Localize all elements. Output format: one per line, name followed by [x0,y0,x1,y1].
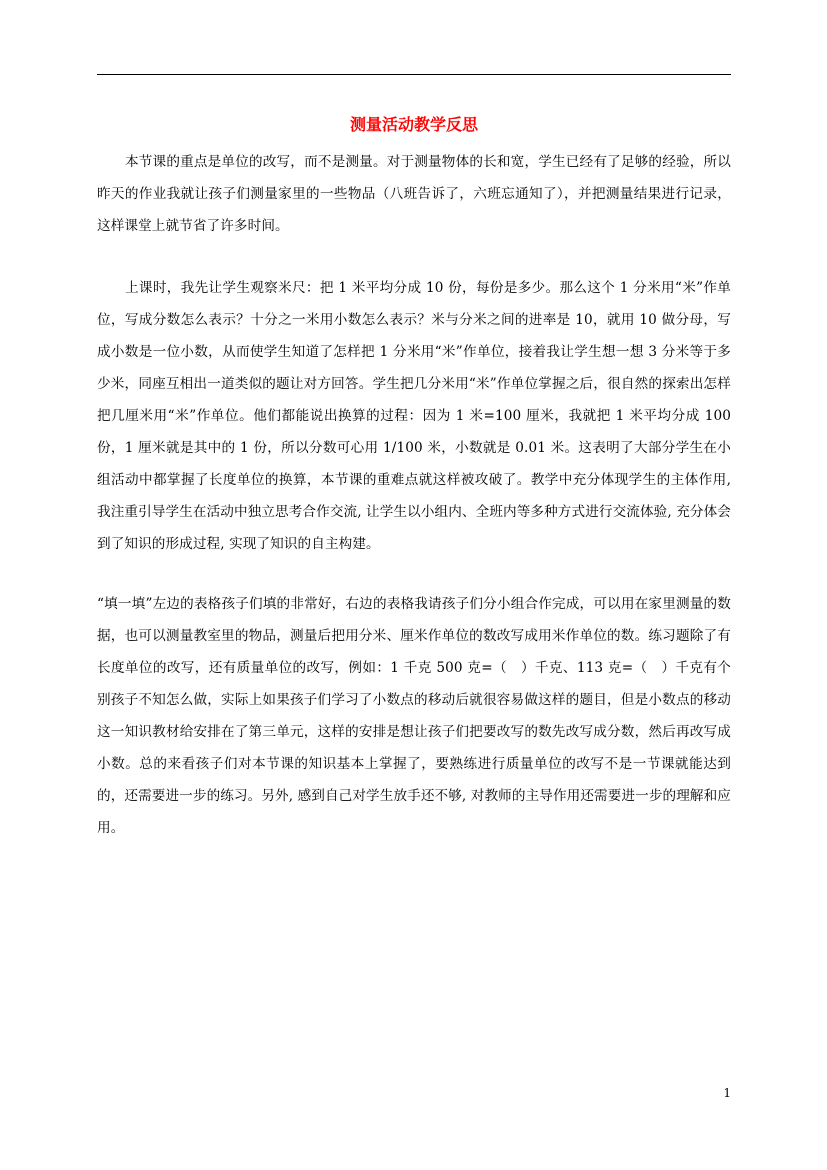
paragraph-intro: 本节课的重点是单位的改写，而不是测量。对于测量物体的长和宽，学生已经有了足够的经验，所以昨天的作业我就让孩子们测量家里的一些物品（八班告诉了，六班忘通知了），并把测量结果进行记录，这样课堂上就节省了许多时间。 [97,154,731,234]
document-body [97,146,731,844]
paragraph-lesson: 上课时，我先让学生观察米尺：把 1 米平均分成 10 份，每份是多少。那么这个 1 分米用“米”作单位，写成分数怎么表示？十分之一米用小数怎么表示？米与分米之间的进率是 10，就用 10 做分母，写成小数是一位小数，从而使学生知道了怎样把 1 分米用“米”作单位，接着我让学生想一想 3 分米等于多少米，同座互相出一道类似的题让对方回答。学生把几分米用“米”作单位掌握之后，很自然的探索出怎样把几厘米用“米”作单位。他们都能说出换算的过程：因为 1 米=100 厘米，我就把 1 米平均分成 100 份，1 厘米就是其中的 1 份，所以分数可心用 1/100 米，小数就是 0.01 米。这表明了大部分学生在小组活动中都掌握了长度单位的换算，本节课的重难点就这样被攻破了。教学中充分体现学生的主体作用, 我注重引导学生在活动中独立思考合作交流, 让学生以小组内、全班内等多种方式进行交流体验, 充分体会到了知识的形成过程, 实现了知识的自主构建。 [97,280,731,552]
header-rule [97,74,731,75]
document-title: 测量活动教学反思 [349,115,478,134]
paragraph-exercise: “填一填”左边的表格孩子们填的非常好，右边的表格我请孩子们分小组合作完成，可以用在家里测量的数据，也可以测量教室里的物品，测量后把用分米、厘米作单位的数改写成用米作单位的数。练习题除了有长度单位的改写，还有质量单位的改写，例如：1 千克 500 克=（ ）千克、113 克=（ ）千克有个别孩子不知怎么做，实际上如果孩子们学习了小数点的移动后就很容易做这样的题目，但是小数点的移动这一知识教材给安排在了第三单元，这样的安排是想让孩子们把要改写的数先改写成分数，然后再改写成小数。总的来看孩子们对本节课的知识基本上掌握了，要熟练进行质量单位的改写不是一节课就能达到的，还需要进一步的练习。另外, 感到自己对学生放手还不够, 对教师的主导作用还需要进一步的理解和应用。 [97,596,731,836]
page-number: 1 [723,1086,731,1100]
